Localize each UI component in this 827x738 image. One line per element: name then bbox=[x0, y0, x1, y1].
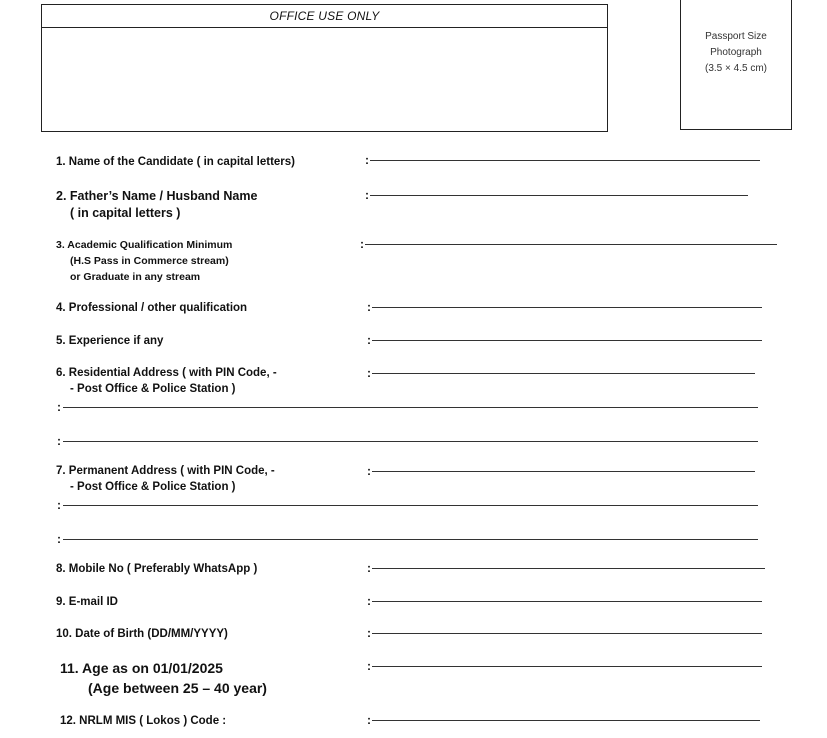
professional-qualification-field[interactable] bbox=[372, 307, 762, 308]
photo-label-line2: Photograph bbox=[710, 47, 762, 58]
colon-residential-3: : bbox=[57, 434, 61, 448]
colon-candidate-name: : bbox=[365, 153, 369, 167]
colon-mobile: : bbox=[367, 561, 371, 575]
permanent-address-field-1[interactable] bbox=[372, 471, 755, 472]
label-email: 9. E-mail ID bbox=[56, 596, 118, 608]
label-father-name-caps: ( in capital letters ) bbox=[70, 206, 181, 220]
label-residential-po-ps: - Post Office & Police Station ) bbox=[70, 383, 236, 395]
residential-address-field-1[interactable] bbox=[372, 373, 755, 374]
label-candidate-name: 1. Name of the Candidate ( in capital letters) bbox=[56, 156, 295, 168]
colon-residential-2: : bbox=[57, 400, 61, 414]
label-permanent-address: 7. Permanent Address ( with PIN Code, - bbox=[56, 465, 275, 477]
label-mobile-no: 8. Mobile No ( Preferably WhatsApp ) bbox=[56, 563, 258, 575]
label-experience: 5. Experience if any bbox=[56, 335, 164, 347]
permanent-address-field-2[interactable] bbox=[63, 505, 758, 506]
mobile-no-field[interactable] bbox=[372, 568, 765, 569]
residential-address-field-2[interactable] bbox=[63, 407, 758, 408]
label-age-as-on: 11. Age as on 01/01/2025 bbox=[60, 660, 223, 676]
residential-address-field-3[interactable] bbox=[63, 441, 758, 442]
nrlm-mis-code-field[interactable] bbox=[372, 720, 760, 721]
label-professional-qualification: 4. Professional / other qualification bbox=[56, 302, 248, 314]
passport-photo-box[interactable] bbox=[680, 0, 792, 130]
colon-dob: : bbox=[367, 626, 371, 640]
father-husband-name-field[interactable] bbox=[370, 195, 748, 196]
colon-residential: : bbox=[367, 366, 371, 380]
colon-father-name: : bbox=[365, 188, 369, 202]
colon-permanent: : bbox=[367, 464, 371, 478]
colon-age: : bbox=[367, 659, 371, 673]
label-father-husband-name: 2. Father’s Name / Husband Name bbox=[56, 189, 258, 203]
photo-label-line3: (3.5 × 4.5 cm) bbox=[705, 63, 767, 74]
colon-experience: : bbox=[367, 333, 371, 347]
label-residential-address: 6. Residential Address ( with PIN Code, - bbox=[56, 367, 277, 379]
label-permanent-po-ps: - Post Office & Police Station ) bbox=[70, 481, 236, 493]
colon-permanent-2: : bbox=[57, 498, 61, 512]
experience-field[interactable] bbox=[372, 340, 762, 341]
age-field[interactable] bbox=[372, 666, 762, 667]
label-academic-hs: (H.S Pass in Commerce stream) bbox=[70, 255, 229, 267]
candidate-name-field[interactable] bbox=[370, 160, 760, 161]
academic-qualification-field[interactable] bbox=[365, 244, 777, 245]
colon-email: : bbox=[367, 594, 371, 608]
colon-academic: : bbox=[360, 237, 364, 251]
colon-permanent-3: : bbox=[57, 532, 61, 546]
office-use-box bbox=[41, 4, 608, 132]
date-of-birth-field[interactable] bbox=[372, 633, 762, 634]
label-academic-qualification: 3. Academic Qualification Minimum bbox=[56, 239, 233, 251]
label-age-range: (Age between 25 – 40 year) bbox=[88, 680, 267, 696]
email-field[interactable] bbox=[372, 601, 762, 602]
colon-nrlm: : bbox=[367, 713, 371, 727]
permanent-address-field-3[interactable] bbox=[63, 539, 758, 540]
office-use-title: OFFICE USE ONLY bbox=[42, 5, 607, 28]
photo-label-line1: Passport Size bbox=[705, 31, 767, 42]
colon-professional: : bbox=[367, 300, 371, 314]
label-nrlm-mis-code: 12. NRLM MIS ( Lokos ) Code : bbox=[60, 715, 227, 727]
label-date-of-birth: 10. Date of Birth (DD/MM/YYYY) bbox=[56, 628, 228, 640]
label-academic-graduate: or Graduate in any stream bbox=[70, 271, 201, 283]
